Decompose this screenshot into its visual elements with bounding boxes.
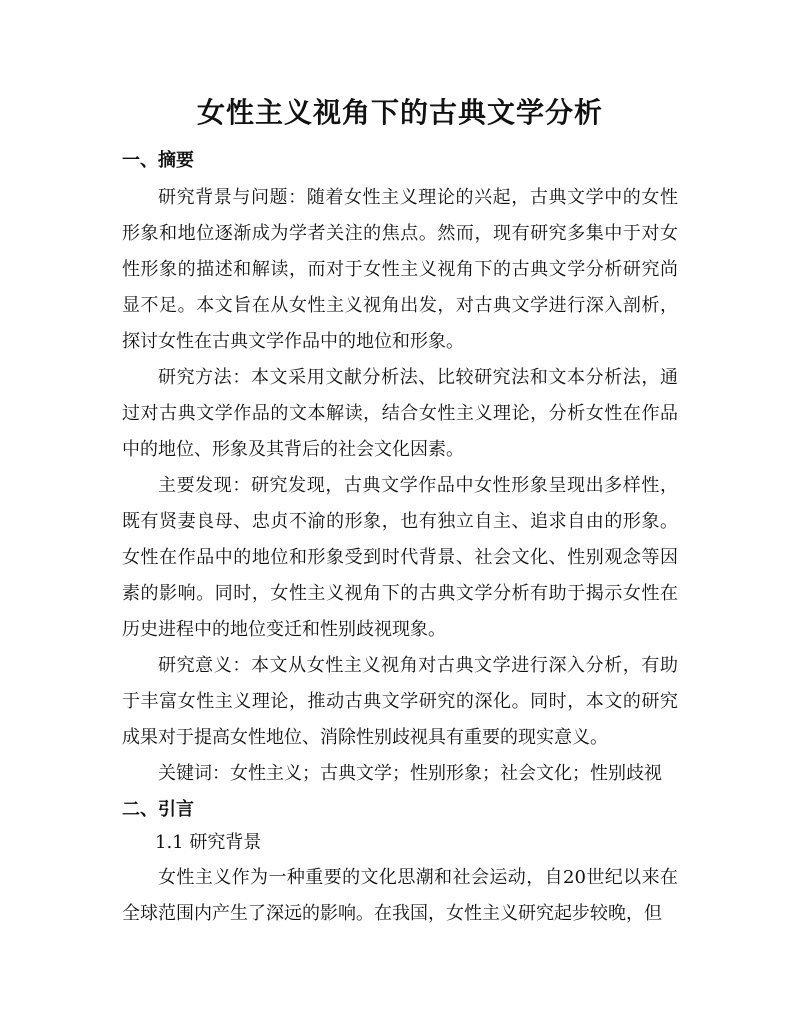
introduction-paragraph: 女性主义作为一种重要的文化思潮和社会运动，自20世纪以来在全球范围内产生了深远的影响。在我国，女性主义研究起步较晚，但	[122, 867, 678, 924]
abstract-findings-paragraph: 主要发现：研究发现，古典文学作品中女性形象呈现出多样性，既有贤妻良母、忠贞不渝的形象，也有独立自主、追求自由的形象。女性在作品中的地位和形象受到时代背景、社会文化、性别观念等因素的影响。同时，女性主义视角下的古典文学分析有助于揭示女性在历史进程中的地位变迁和性别歧视现象。	[122, 475, 678, 640]
keywords-line: 关键词：女性主义；古典文学；性别形象；社会文化；性别歧视	[158, 763, 662, 784]
abstract-significance-paragraph: 研究意义：本文从女性主义视角对古典文学进行深入分析，有助于丰富女性主义理论，推动古典文学研究的深化。同时，本文的研究成果对于提高女性地位、消除性别歧视具有重要的现实意义。	[122, 655, 678, 748]
section-heading-abstract: 一、摘要	[122, 150, 194, 171]
abstract-background-paragraph: 研究背景与问题：随着女性主义理论的兴起，古典文学中的女性形象和地位逐渐成为学者关注的焦点。然而，现有研究多集中于对女性形象的描述和解读，而对于女性主义视角下的古典文学分析研究尚显不足。本文旨在从女性主义视角出发，对古典文学进行深入剖析，探讨女性在古典文学作品中的地位和形象。	[122, 187, 678, 352]
subsection-heading-research-background: 1.1 研究背景	[155, 832, 262, 853]
document-title: 女性主义视角下的古典文学分析	[196, 96, 603, 129]
section-heading-introduction: 二、引言	[122, 799, 194, 820]
abstract-methods-paragraph: 研究方法：本文采用文献分析法、比较研究法和文本分析法，通过对古典文学作品的文本解读，结合女性主义理论，分析女性在作品中的地位、形象及其背后的社会文化因素。	[122, 367, 678, 460]
